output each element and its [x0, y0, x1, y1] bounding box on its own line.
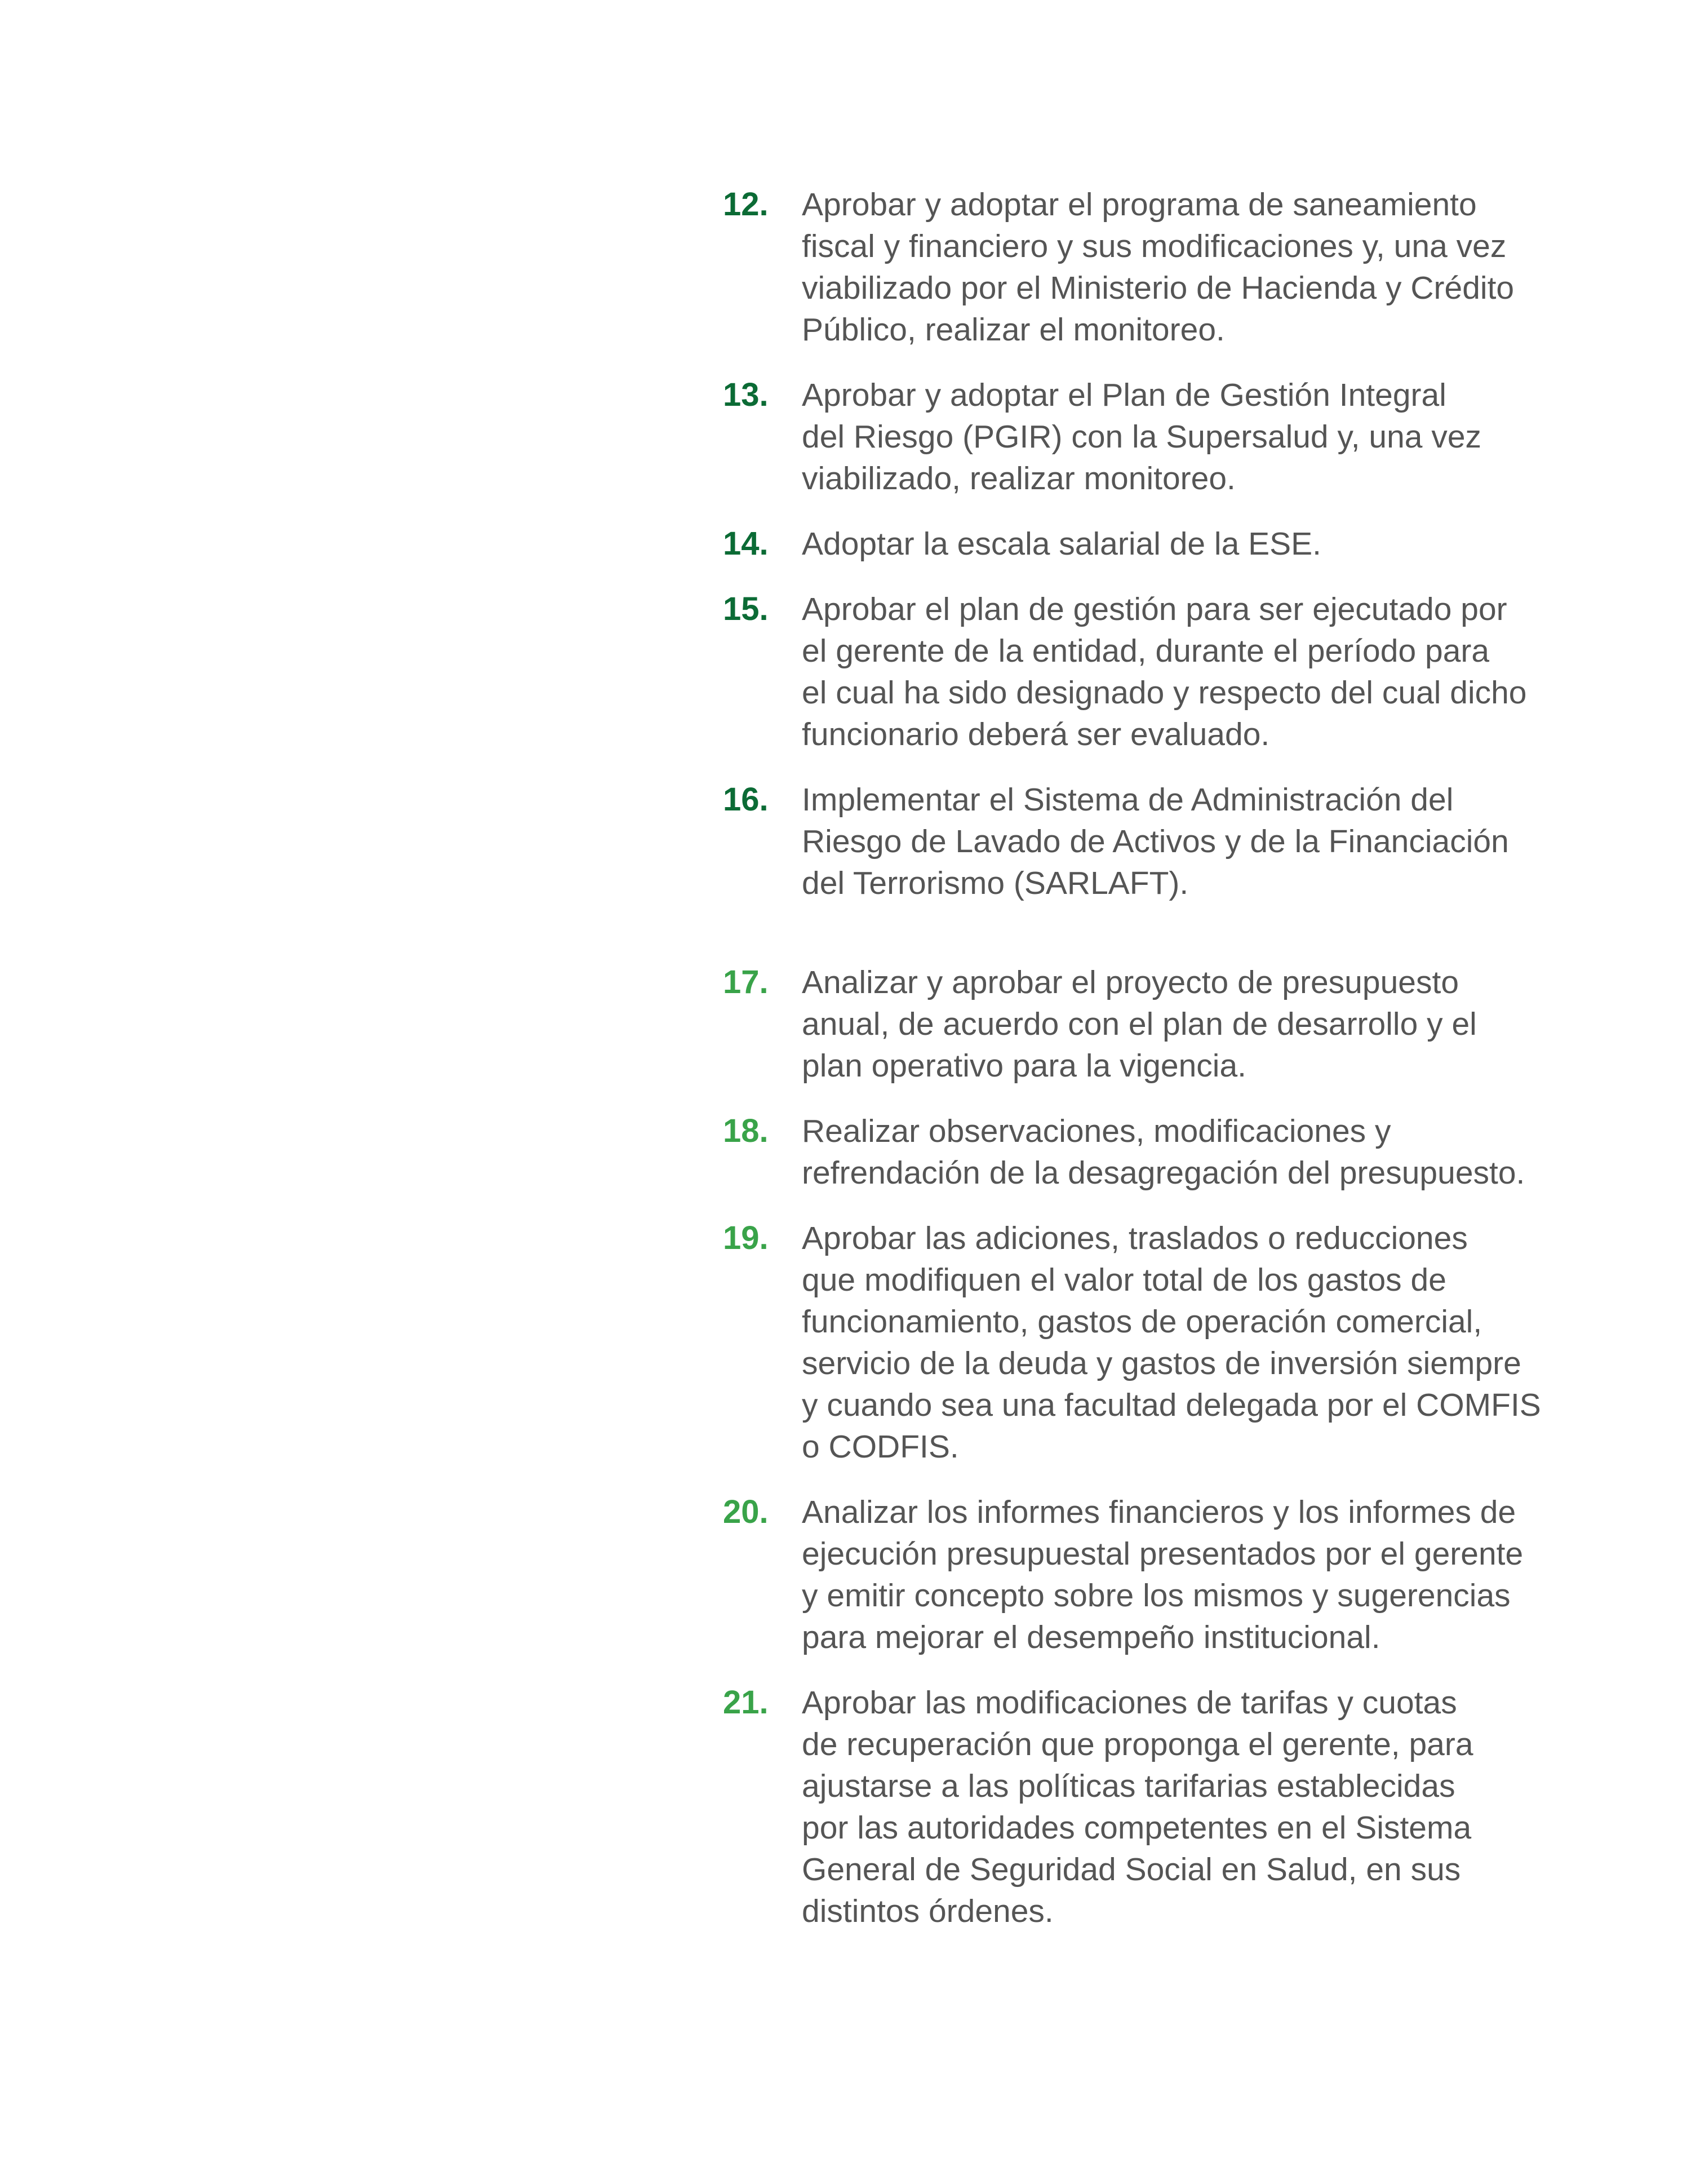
item-text: Analizar y aprobar el proyecto de presupuesto anual, de acuerdo con el plan de desarrollo y el plan operativo para la vigencia.	[802, 964, 1477, 1084]
item-number: 19.	[723, 1220, 769, 1256]
list-item	[723, 1110, 1602, 1194]
item-text: Aprobar las adiciones, traslados o reducciones que modifiquen el valor total de los gastos de funcionamiento, gastos de operación comercial, servicio de la deuda y gastos de inversión siempre y cuando sea una facultad delegada por el COMFIS o CODFIS.	[802, 1220, 1541, 1465]
item-number: 17.	[723, 964, 769, 1000]
list-item	[723, 1491, 1602, 1658]
item-number: 14.	[723, 525, 769, 562]
numbered-list	[723, 184, 1602, 1932]
list-item	[723, 779, 1602, 904]
item-number: 18.	[723, 1113, 769, 1149]
item-number: 12.	[723, 186, 769, 223]
item-number: 13.	[723, 376, 769, 413]
item-text: Aprobar el plan de gestión para ser ejecutado por el gerente de la entidad, durante el período para el cual ha sido designado y respecto del cual dicho funcionario deberá ser evaluado.	[802, 591, 1527, 752]
list-item	[723, 962, 1602, 1087]
list-item	[723, 523, 1602, 565]
list-item	[723, 1217, 1602, 1468]
item-text: Aprobar y adoptar el Plan de Gestión Integral del Riesgo (PGIR) con la Supersalud y, una vez viabilizado, realizar monitoreo.	[802, 377, 1482, 497]
item-text: Implementar el Sistema de Administración del Riesgo de Lavado de Activos y de la Financiación del Terrorismo (SARLAFT).	[802, 782, 1509, 901]
item-text: Aprobar y adoptar el programa de saneamiento fiscal y financiero y sus modificaciones y, una vez viabilizado por el Ministerio de Hacienda y Crédito Público, realizar el monitoreo.	[802, 187, 1515, 348]
item-text: Analizar los informes financieros y los informes de ejecución presupuestal presentados por el gerente y emitir concepto sobre los mismos y sugerencias para mejorar el desempeño institucional.	[802, 1494, 1524, 1655]
list-item	[723, 184, 1602, 351]
item-text: Aprobar las modificaciones de tarifas y cuotas de recuperación que proponga el gerente, para ajustarse a las políticas tarifarias establecidas por las autoridades competentes en el Sistema General de Seguridad Social en Salud, en sus distintos órdenes.	[802, 1685, 1473, 1929]
list-item	[723, 588, 1602, 755]
list-item	[723, 1682, 1602, 1932]
item-text: Realizar observaciones, modificaciones y refrendación de la desagregación del presupuesto.	[802, 1113, 1525, 1191]
item-text: Adoptar la escala salarial de la ESE.	[802, 526, 1322, 562]
item-number: 16.	[723, 781, 769, 818]
list-item	[723, 374, 1602, 499]
item-number: 20.	[723, 1494, 769, 1530]
item-number: 15.	[723, 591, 769, 627]
item-number: 21.	[723, 1684, 769, 1721]
